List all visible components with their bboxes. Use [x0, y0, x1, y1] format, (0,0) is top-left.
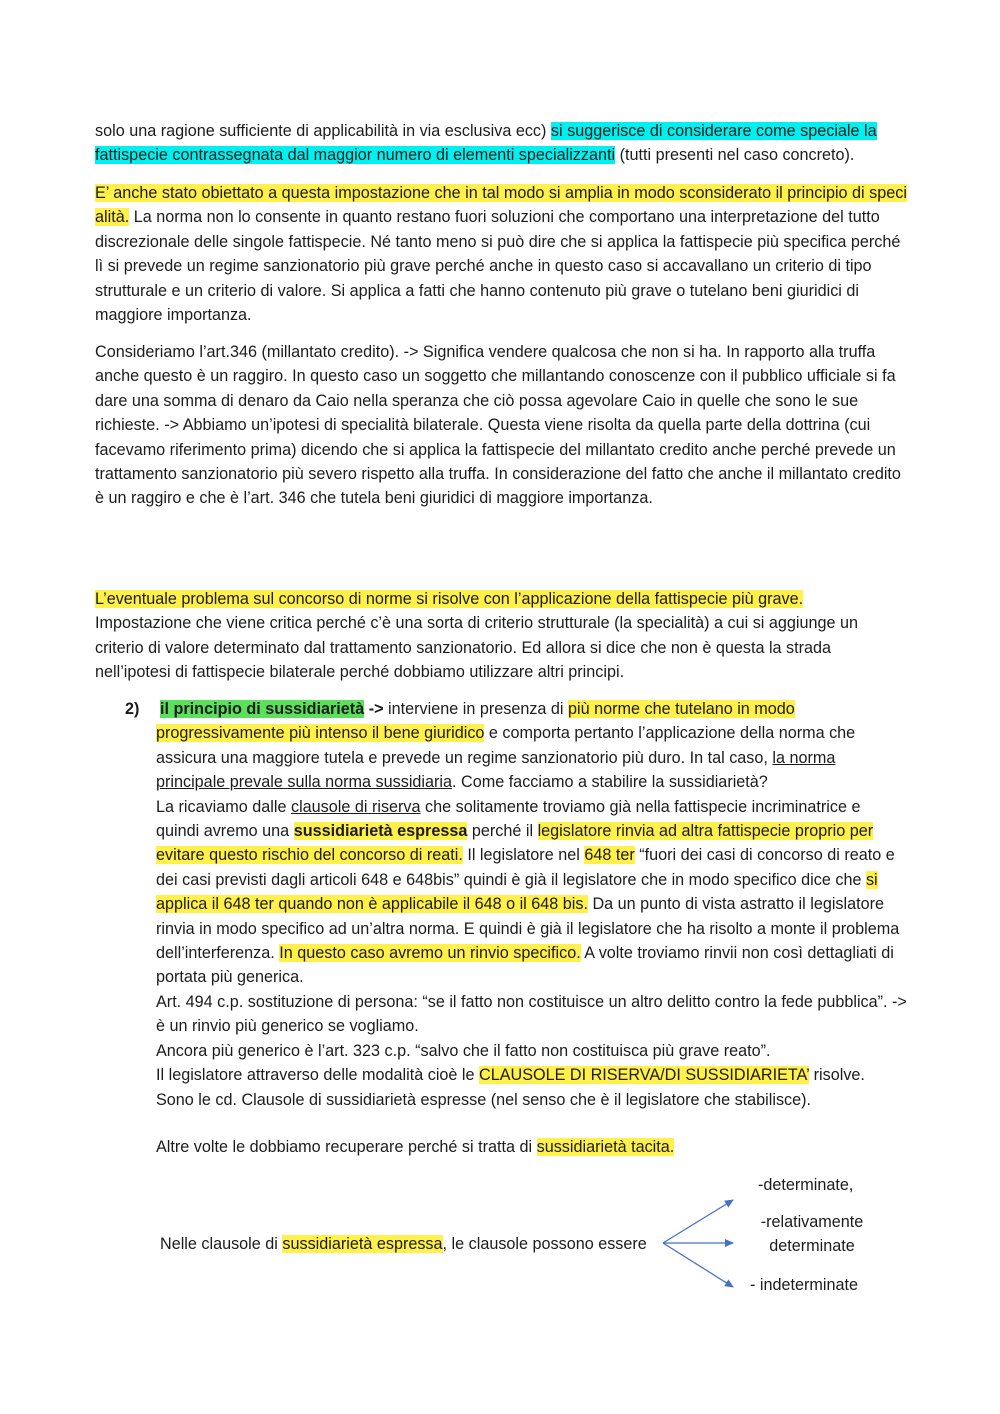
text: e comporta pertanto l’applicazione della norma che assicura una maggiore tutela e prevede un regime sanzionatorio più duro. In tal caso, — [156, 724, 856, 767]
paragraph-3: Consideriamo l’art.346 (millantato credito). -> Significa vendere qualcosa che non si ha. In rapporto alla truffa anche questo è un raggiro. In questo caso un soggetto che millantando conoscenze con il pubblico ufficiale si fa dare una somma di denaro da Caio nella speranza che ciò possa agevolare Caio in quelle che sono le sue richieste. -> Abbiamo un’ipotesi di specialità bilaterale. Questa viene risolta da quella parte della dottrina (cui facevamo riferimento prima) dicendo che si applica la fattispecie del millantato credito anche perché prevede un trattamento sanzionatorio più severo rispetto alla truffa. In considerazione del fatto che anche il millantato credito è un raggiro e che è l’art. 346 che tutela beni giuridici di maggiore importanza. — [95, 343, 901, 508]
p4-text: Impostazione che viene critica perché c’è una sorta di criterio strutturale (la specialità) a cui si aggiunge un criterio di valore determinato dal trattamento sanzionatorio. Ed allora si dice che non è questa la strada nell’ipotesi di fattispecie bilaterale perché dobbiamo utilizzare altri principi. — [95, 614, 859, 682]
p1-text: solo una ragione sufficiente di applicabilità in via esclusiva ecc) — [95, 122, 551, 140]
text: Art. 494 c.p. sostituzione di persona: “se il fatto non costituisce un altro delitto contro la fede pubblica”. -> è un rinvio più generico se vogliamo. — [156, 992, 907, 1036]
text: . Come facciamo a stabilire la sussidiarietà? — [452, 773, 768, 792]
highlight: sussidiarietà espressa — [282, 1235, 443, 1253]
text: Il legislatore attraverso delle modalità cioè le — [156, 1066, 480, 1085]
p1-highlight: si suggerisce di considerare come speciale la fattispecie contrassegnata dal maggior numero di elementi specializzanti — [95, 122, 877, 165]
text: determinate — [769, 1237, 855, 1256]
text: Altre volte le dobbiamo recuperare perché si tratta di — [156, 1138, 537, 1156]
text: Da un punto di vista astratto il legislatore rinvia in modo specifico ad un’altra norma. E quindi è già il legislatore che ha risolto a monte il problema dell’interferenza. — [156, 895, 900, 963]
text: “fuori dei casi di concorso di reato e dei casi previsti dagli articoli 648 e 648bis” quindi è già il legislatore che in modo specifico dice che — [156, 846, 895, 889]
text: -relativamente — [760, 1213, 864, 1231]
highlight: CLAUSOLE DI RISERVA/DI SUSSIDIARIETA’ — [479, 1066, 810, 1085]
principle-title: il principio di sussidiarietà — [160, 700, 365, 718]
highlight: In questo caso avremo un rinvio specifico. — [279, 944, 581, 963]
bold-highlight: sussidiarietà espressa — [293, 822, 468, 841]
highlight: legislatore rinvia ad altra fattispecie proprio per evitare questo rischio del concorso di reati. — [156, 822, 874, 865]
text: Nelle clausole di — [160, 1235, 283, 1253]
highlight: 648 ter — [584, 846, 635, 865]
arrow-text: -> — [364, 700, 384, 718]
text: La ricaviamo dalle — [156, 797, 291, 816]
highlight: sussidiarietà tacita. — [536, 1138, 675, 1156]
option-indeterminate: - indeterminate — [750, 1276, 858, 1294]
highlight: più norme che tutelano in modo progressivamente più intenso il bene giuridico — [156, 700, 795, 743]
arrow-down — [663, 1243, 733, 1287]
p2-highlight: E’ anche stato obiettato a questa impostazione che in tal modo si amplia in modo sconsiderato il principio di speci alità. — [95, 184, 907, 227]
p1-text-end: (tutti presenti nel caso concreto). — [615, 146, 855, 165]
text: Il legislatore nel — [462, 846, 585, 865]
underlined-text: clausole di riserva — [290, 797, 421, 816]
text: interviene in presenza di — [383, 700, 569, 718]
highlight: si applica il 648 ter quando non è applicabile il 648 o il 648 bis. — [156, 870, 878, 914]
text: A volte troviamo rinvii non così dettagliati di portata più generica. — [156, 944, 894, 987]
list-number: 2) — [125, 700, 140, 718]
option-determinate: -determinate, — [758, 1176, 854, 1194]
p2-text: La norma non lo consente in quanto restano fuori soluzioni che comportano una interpretazione del tutto discrezionale delle singole fattispecie. Né tanto meno si può dire che si applica la fattispecie più specifica perché lì si prevede un regime sanzionatorio più grave perché anche in questo caso si accavallano un criterio di tipo strutturale e un criterio di valore. Si applica a fatti che hanno contenuto più grave o tutelano beni giuridici di maggiore importanza. — [95, 208, 901, 325]
text: , le clausole possono essere — [442, 1235, 647, 1253]
text: Sono le cd. Clausole di sussidiarietà espresse (nel senso che è il legislatore che stabilisce). — [156, 1090, 812, 1109]
text: perché il — [467, 822, 538, 841]
p4-highlight: L’eventuale problema sul concorso di norme si risolve con l’applicazione della fattispecie più grave. — [95, 590, 804, 608]
text: che solitamente troviamo già nella fattispecie incriminatrice e quindi avremo una — [156, 797, 861, 841]
arrow-up — [663, 1200, 733, 1243]
text: risolve. — [809, 1066, 865, 1085]
underlined-text: la norma principale prevale sulla norma sussidiaria — [156, 748, 836, 792]
text: Ancora più generico è l’art. 323 c.p. “salvo che il fatto non costituisca più grave reato”. — [156, 1041, 771, 1060]
